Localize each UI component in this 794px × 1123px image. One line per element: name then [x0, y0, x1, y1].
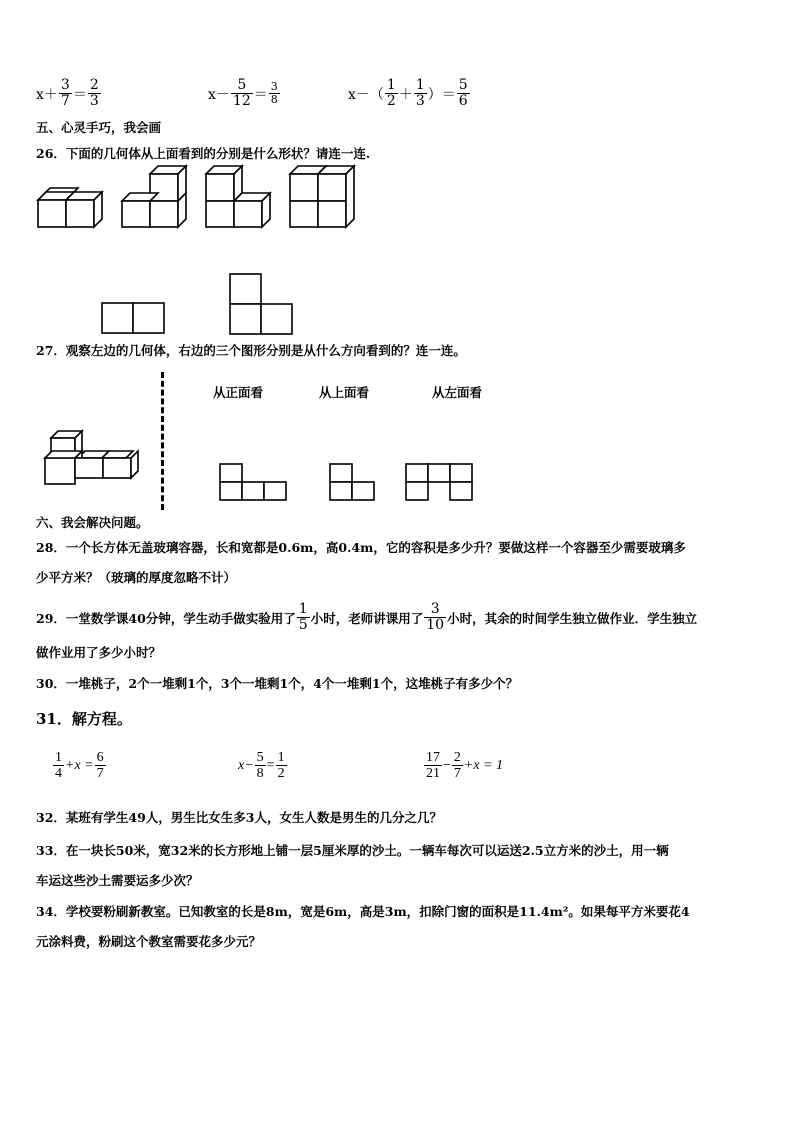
- question-33-line1: 33．在一块长50米，宽32米的长方形地上铺一层5厘米厚的沙土。一辆车每次可以运送2.5立方米的沙土，用一辆: [36, 843, 669, 858]
- view-label-left: 从左面看: [432, 385, 483, 400]
- q26-view-l-shape: [229, 273, 293, 335]
- question-26: 26．下面的几何体从上面看到的分别是什么形状？请连一连.: [36, 146, 371, 161]
- question-32: 32．某班有学生49人，男生比女生多3人，女生人数是男生的几分之几？: [36, 810, 442, 825]
- question-31: 31．解方程。: [36, 710, 132, 728]
- q27-view-2: [329, 463, 377, 501]
- equation-3: x－（ $\frac{1}{2}$ ＋ $\frac{1}{3}$ ）＝ $\frac{5}{6}$: [348, 77, 468, 110]
- question-34-line1: 34．学校要粉刷新教室。已知教室的长是8m，宽是6m，高是3m，扣除门窗的面积是11.4m²。如果每平方米要花4: [36, 904, 690, 919]
- dashed-divider: [161, 372, 164, 510]
- section-6-heading: 六、我会解决问题。: [36, 515, 149, 530]
- question-28-line2: 少平方米？（玻璃的厚度忽略不计）: [36, 570, 237, 585]
- view-label-front: 从正面看: [213, 385, 264, 400]
- q26-solid-3: [204, 166, 274, 231]
- q26-solid-4: [288, 166, 358, 231]
- q27-view-1: [219, 463, 289, 501]
- q26-solid-1: [36, 180, 106, 230]
- equation-31-3: $\frac{17}{21}$ − $\frac{2}{7}$ +x = 1: [426, 750, 504, 782]
- equation-31-1: $\frac{1}{4}$ +x = $\frac{6}{7}$: [55, 750, 104, 782]
- equation-31-2: x− $\frac{5}{8}$ = $\frac{1}{2}$: [238, 750, 285, 782]
- equation-1: x＋ $\frac{3}{7}$ ＝ $\frac{2}{3}$: [36, 77, 99, 110]
- q27-view-3: [405, 463, 475, 501]
- q26-solid-2: [120, 166, 190, 231]
- q26-view-two-squares: [101, 302, 165, 334]
- question-33-line2: 车运这些沙土需要运多少次？: [36, 873, 199, 888]
- question-29-line2: 做作业用了多少小时？: [36, 645, 162, 660]
- question-27: 27．观察左边的几何体，右边的三个图形分别是从什么方向看到的？连一连。: [36, 343, 466, 358]
- equation-2: x－ $\frac{5}{12}$ ＝ $\frac{3}{8}$: [208, 77, 278, 110]
- question-30: 30．一堆桃子，2个一堆剩1个，3个一堆剩1个，4个一堆剩1个，这堆桃子有多少个？: [36, 676, 519, 691]
- question-29-line1: 29．一堂数学课40分钟，学生动手做实验用了 $\frac{1}{5}$ 小时，老师讲课用了 $\frac{3}{10}$ 小时，其余的时间学生独立做作业．学生独立: [36, 601, 698, 634]
- q27-solid: [42, 430, 142, 490]
- view-label-top: 从上面看: [319, 385, 370, 400]
- question-34-line2: 元涂料费，粉刷这个教室需要花多少元？: [36, 934, 262, 949]
- question-28-line1: 28．一个长方体无盖玻璃容器，长和宽都是0.6m，高0.4m，它的容积是多少升？要做这样一个容器至少需要玻璃多: [36, 540, 686, 555]
- section-5-heading: 五、心灵手巧，我会画: [36, 120, 162, 135]
